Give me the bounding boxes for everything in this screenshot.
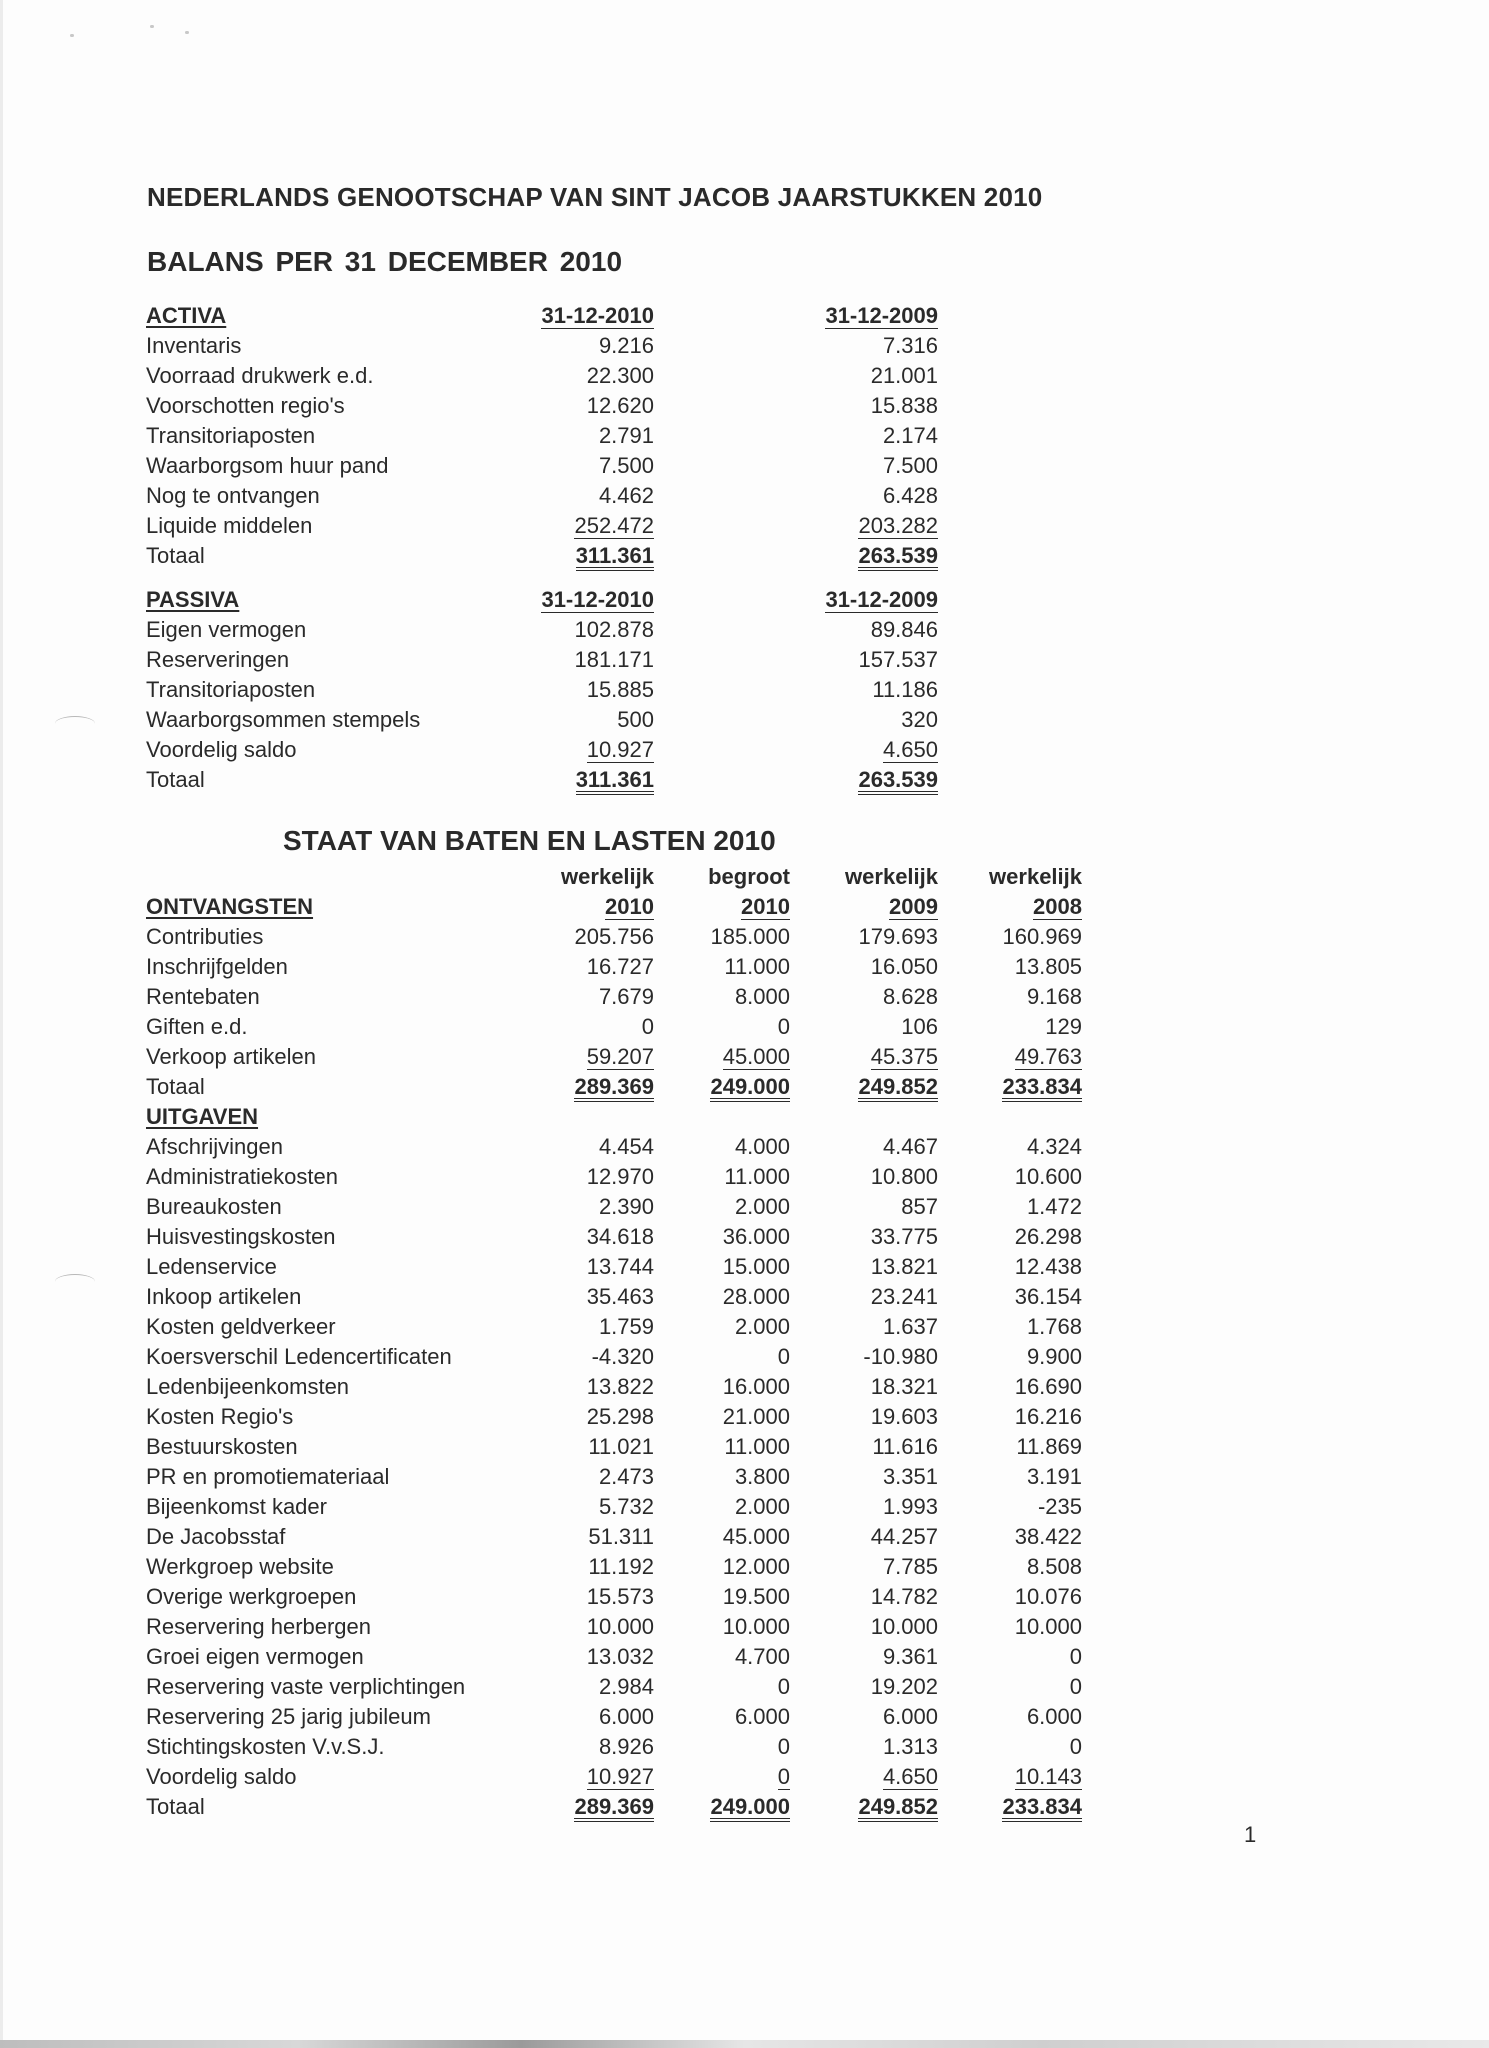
cell-value: 6.000 [882,1704,938,1729]
cell-value: 11.000 [724,954,790,979]
cell-value: 185.000 [710,924,790,949]
table-row [146,1612,1146,1642]
cell-value: 0 [777,1764,790,1789]
cell-value: 26.298 [1014,1224,1082,1249]
cell-value: 10.000 [722,1614,790,1639]
punch-hole-mark [55,1274,95,1289]
cell-value: 21.000 [722,1404,790,1429]
cell-value: 1.472 [1026,1194,1082,1219]
col-year: 2008 [1033,894,1082,919]
cell-value: 13.744 [586,1254,654,1279]
table-row [146,1642,1146,1672]
cell-value: 249.852 [768,1792,938,1822]
punch-hole-mark [55,716,95,731]
cell-value: 233.834 [912,1072,1082,1102]
cell-value: 15.000 [722,1254,790,1279]
cell-value: 13.805 [1014,954,1082,979]
cell-value: 19.202 [870,1674,938,1699]
cell-value: 4.650 [882,1764,938,1789]
cell-value: 7.785 [882,1554,938,1579]
cell-value: 0 [777,1014,790,1039]
cell-value: 0 [641,1014,654,1039]
cell-value: 9.900 [1026,1344,1082,1369]
cell-value: -235 [1037,1494,1082,1519]
cell-value: 1.993 [882,1494,938,1519]
row-label: Rentebaten [146,984,260,1009]
cell-value: 8.000 [734,984,790,1009]
cell-value: 106 [901,1014,938,1039]
col-header: 31-12-2009 [825,587,938,612]
table-row [146,1672,1146,1702]
cell-value: 18.321 [870,1374,938,1399]
row-label: Ledenservice [146,1254,277,1279]
cell-value: 13.821 [870,1254,938,1279]
cell-value: 10.143 [1014,1764,1082,1789]
table-row [146,1192,1146,1222]
col-year: 2009 [889,894,938,919]
table-row [146,1552,1146,1582]
row-label: Koersverschil Ledencertificaten [146,1344,452,1369]
cell-value: 36.000 [722,1224,790,1249]
cell-value: 8.926 [598,1734,654,1759]
cell-value: -10.980 [863,1344,938,1369]
uitgaven-header-row [146,1102,1146,1132]
table-row [146,1522,1146,1552]
row-label: Bestuurskosten [146,1434,298,1459]
cell-value: 16.050 [870,954,938,979]
col-type: werkelijk [989,864,1082,889]
cell-value: 4.324 [1026,1134,1082,1159]
row-label: Groei eigen vermogen [146,1644,364,1669]
cell-value: 51.311 [588,1524,654,1549]
table-row: Transitoriaposten 2.791 2.174 [146,423,938,448]
row-label: Totaal [146,1074,205,1099]
table-row: Eigen vermogen 102.878 89.846 [146,617,938,642]
scan-speck [70,34,74,37]
cell-value: 1.759 [598,1314,654,1339]
activa-header-row [146,301,1146,331]
cell-value: 3.351 [882,1464,938,1489]
cell-value: 8.508 [1026,1554,1082,1579]
cell-value: 249.852 [768,1072,938,1102]
cell-value: 25.298 [586,1404,654,1429]
cell-value: 16.690 [1014,1374,1082,1399]
cell-value: 4.467 [882,1134,938,1159]
table-row [146,1732,1146,1762]
document-title: NEDERLANDS GENOOTSCHAP VAN SINT JACOB JAARSTUKKEN 2010 [147,182,1043,212]
table-row: Waarborgsommen stempels 500 320 [146,707,938,732]
col-year: 2010 [605,894,654,919]
cell-value: 0 [777,1674,790,1699]
cell-value: 36.154 [1014,1284,1082,1309]
cell-value: 44.257 [870,1524,938,1549]
cell-value: 16.000 [722,1374,790,1399]
cell-value: 16.216 [1014,1404,1082,1429]
cell-value: 11.021 [588,1434,654,1459]
cell-value: 28.000 [722,1284,790,1309]
ontvangsten-heading: ONTVANGSTEN [146,894,314,919]
cell-value: 4.000 [734,1134,790,1159]
row-label: Reservering vaste verplichtingen [146,1674,466,1699]
row-label: PR en promotiemateriaal [146,1464,390,1489]
col-type: werkelijk [845,864,938,889]
table-row [146,1162,1146,1192]
row-label: Bureaukosten [146,1194,282,1219]
scan-speck [150,25,154,28]
total-row: Totaal 311.361 263.539 [146,541,1146,571]
row-label: Contributies [146,924,264,949]
cell-value: 9.168 [1026,984,1082,1009]
row-label: Totaal [146,1794,205,1819]
table-row [146,982,1146,1012]
table-row [146,922,1146,952]
cell-value: 0 [1069,1644,1082,1669]
cell-value: 13.822 [586,1374,654,1399]
table-row [146,1462,1146,1492]
balance-sheet-title: BALANS PER 31 DECEMBER 2010 [147,246,623,277]
table-row: Liquide middelen 252.472 203.282 [146,513,938,538]
table-row: Nog te ontvangen 4.462 6.428 [146,483,938,508]
table-row: Voorschotten regio's 12.620 15.838 [146,393,938,418]
cell-value: 19.500 [722,1584,790,1609]
cell-value: 289.369 [484,1792,654,1822]
cell-value: 233.834 [912,1792,1082,1822]
table-row: Voordelig saldo 10.927 4.650 [146,737,938,762]
cell-value: 0 [1069,1674,1082,1699]
col-header: 31-12-2009 [825,303,938,328]
table-row: Reserveringen 181.171 157.537 [146,647,938,672]
cell-value: 10.927 [586,1764,654,1789]
row-label: Voordelig saldo [146,1764,297,1789]
cell-value: 59.207 [586,1044,654,1069]
cell-value: 160.969 [1002,924,1082,949]
cell-value: 23.241 [870,1284,938,1309]
row-label: Kosten Regio's [146,1404,294,1429]
total-row [146,1072,1146,1102]
scan-bottom-band [0,2040,1489,2048]
cell-value: 3.800 [734,1464,790,1489]
cell-value: 6.000 [734,1704,790,1729]
activa-heading: ACTIVA [146,303,227,328]
cell-value: 205.756 [574,924,654,949]
cell-value: 15.573 [586,1584,654,1609]
cell-value: 10.076 [1014,1584,1082,1609]
cell-value: 10.800 [870,1164,938,1189]
cell-value: 2.000 [734,1314,790,1339]
cell-value: 2.000 [734,1494,790,1519]
row-label: Bijeenkomst kader [146,1494,327,1519]
cell-value: -4.320 [591,1344,654,1369]
cell-value: 10.000 [1014,1614,1082,1639]
row-label: Giften e.d. [146,1014,248,1039]
cell-value: 179.693 [858,924,938,949]
page-number: 1 [1244,1822,1257,1847]
row-label: Werkgroep website [146,1554,334,1579]
cell-value: 6.000 [598,1704,654,1729]
table-row: Waarborgsom huur pand 7.500 7.500 [146,453,938,478]
row-label: Kosten geldverkeer [146,1314,336,1339]
table-row [146,1132,1146,1162]
cell-value: 1.768 [1026,1314,1082,1339]
table-row: Transitoriaposten 15.885 11.186 [146,677,938,702]
cell-value: 857 [901,1194,938,1219]
cell-value: 45.000 [722,1044,790,1069]
cell-value: 11.000 [724,1434,790,1459]
table-row [146,1432,1146,1462]
col-type: werkelijk [561,864,654,889]
cell-value: 12.970 [586,1164,654,1189]
cell-value: 6.000 [1026,1704,1082,1729]
cell-value: 33.775 [870,1224,938,1249]
cell-value: 249.000 [620,1792,790,1822]
cell-value: 45.000 [722,1524,790,1549]
row-label: Ledenbijeenkomsten [146,1374,350,1399]
cell-value: 13.032 [586,1644,654,1669]
cell-value: 16.727 [586,954,654,979]
col-type: begroot [708,864,790,889]
cell-value: 2.984 [598,1674,654,1699]
table-row: Voorraad drukwerk e.d. 22.300 21.001 [146,363,938,388]
table-row [146,1402,1146,1432]
cell-value: 4.700 [734,1644,790,1669]
cell-value: 1.313 [882,1734,938,1759]
income-statement-title: STAAT VAN BATEN EN LASTEN 2010 [283,825,776,856]
cell-value: 249.000 [620,1072,790,1102]
cell-value: 4.454 [598,1134,654,1159]
section-heading: UITGAVEN [146,1104,259,1129]
col-header: 31-12-2010 [541,303,654,328]
cell-value: 19.603 [870,1404,938,1429]
row-label: Overige werkgroepen [146,1584,357,1609]
scan-edge [0,0,3,2048]
cell-value: 12.000 [722,1554,790,1579]
cell-value: 289.369 [484,1072,654,1102]
total-row: Totaal 311.361 263.539 [146,765,1146,795]
row-label: Verkoop artikelen [146,1044,316,1069]
row-label: Administratiekosten [146,1164,338,1189]
row-label: Inkoop artikelen [146,1284,302,1309]
col-type-row [146,862,1146,892]
cell-value: 11.000 [724,1164,790,1189]
cell-value: 11.616 [872,1434,938,1459]
row-label: Inschrijfgelden [146,954,288,979]
table-row [146,1282,1146,1312]
table-row [146,1042,1146,1072]
row-label: Reservering 25 jarig jubileum [146,1704,431,1729]
cell-value: 38.422 [1014,1524,1082,1549]
table-row [146,952,1146,982]
total-row [146,1792,1146,1822]
table-row [146,1702,1146,1732]
passiva-heading: PASSIVA [146,587,240,612]
ontvangsten-header-row [146,892,1146,922]
cell-value: 11.192 [588,1554,654,1579]
cell-value: 14.782 [870,1584,938,1609]
col-year: 2010 [741,894,790,919]
row-label: Afschrijvingen [146,1134,283,1159]
cell-value: 49.763 [1014,1044,1082,1069]
cell-value: 0 [777,1734,790,1759]
table-row [146,1342,1146,1372]
table-row [146,1492,1146,1522]
cell-value: 2.000 [734,1194,790,1219]
cell-value: 34.618 [586,1224,654,1249]
row-label: De Jacobsstaf [146,1524,286,1549]
table-row [146,1252,1146,1282]
cell-value: 0 [1069,1734,1082,1759]
cell-value: 10.600 [1014,1164,1082,1189]
scan-speck [185,31,189,34]
table-row [146,1762,1146,1792]
cell-value: 129 [1045,1014,1082,1039]
cell-value: 10.000 [870,1614,938,1639]
cell-value: 2.473 [598,1464,654,1489]
cell-value: 12.438 [1014,1254,1082,1279]
cell-value: 2.390 [598,1194,654,1219]
cell-value: 8.628 [882,984,938,1009]
cell-value: 10.000 [586,1614,654,1639]
table-row [146,1222,1146,1252]
cell-value: 45.375 [870,1044,938,1069]
table-row [146,1012,1146,1042]
row-label: Stichtingskosten V.v.S.J. [146,1734,385,1759]
cell-value: 7.679 [598,984,654,1009]
cell-value: 0 [777,1344,790,1369]
row-label: Huisvestingskosten [146,1224,336,1249]
row-label: Reservering herbergen [146,1614,372,1639]
cell-value: 1.637 [882,1314,938,1339]
cell-value: 11.869 [1016,1434,1082,1459]
passiva-header-row [146,585,1146,615]
col-header: 31-12-2010 [541,587,654,612]
table-row [146,1582,1146,1612]
cell-value: 35.463 [586,1284,654,1309]
table-row: Inventaris 9.216 7.316 [146,333,938,358]
table-row [146,1312,1146,1342]
cell-value: 3.191 [1026,1464,1082,1489]
table-row [146,1372,1146,1402]
cell-value: 9.361 [882,1644,938,1669]
cell-value: 5.732 [598,1494,654,1519]
